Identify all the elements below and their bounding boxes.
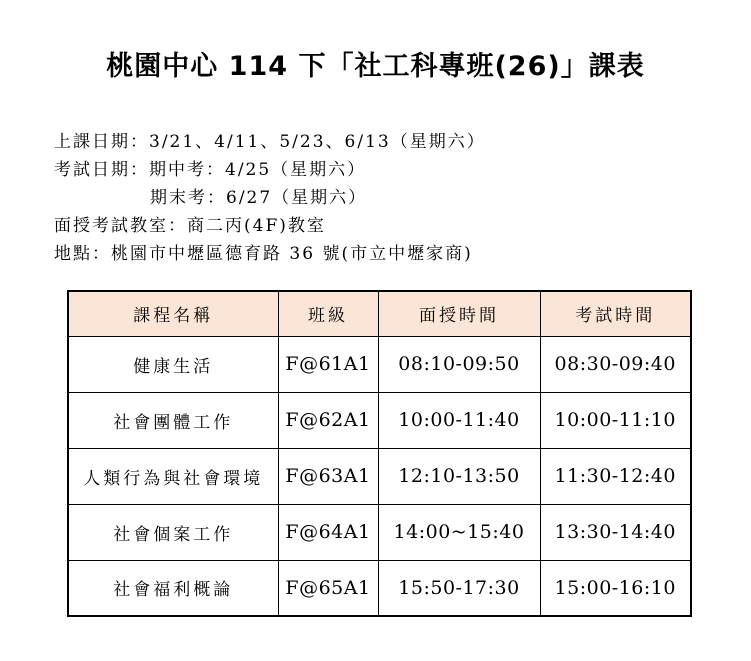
header-class: 班級	[278, 291, 378, 336]
course-cell: 健康生活	[68, 336, 278, 392]
schedule-table	[67, 290, 692, 617]
table-row	[68, 560, 691, 616]
table-row	[68, 392, 691, 448]
course-cell: 社會個案工作	[68, 504, 278, 560]
course-cell: 社會福利概論	[68, 560, 278, 616]
class-code-cell: F@63A1	[278, 448, 378, 504]
exam-dates-midterm-line: 考試日期：期中考：4/25（星期六）	[54, 160, 367, 180]
lecture-time-cell: 08:10-09:50	[378, 336, 540, 392]
class-code-cell: F@65A1	[278, 560, 378, 616]
lecture-time-cell: 14:00~15:40	[378, 504, 540, 560]
exam-time-cell: 15:00-16:10	[540, 560, 691, 616]
class-code-cell: F@64A1	[278, 504, 378, 560]
header-exam-time: 考試時間	[540, 291, 691, 336]
lecture-time-cell: 12:10-13:50	[378, 448, 540, 504]
exam-dates-final-line: 期末考：6/27（星期六）	[150, 188, 368, 208]
header-course-name: 課程名稱	[68, 291, 278, 336]
info-block	[54, 128, 486, 268]
class-code-cell: F@62A1	[278, 392, 378, 448]
exam-time-cell: 11:30-12:40	[540, 448, 691, 504]
lecture-time-cell: 10:00-11:40	[378, 392, 540, 448]
table-row	[68, 336, 691, 392]
lecture-time-cell: 15:50-17:30	[378, 560, 540, 616]
table-row	[68, 504, 691, 560]
table-row	[68, 448, 691, 504]
header-lecture-time: 面授時間	[378, 291, 540, 336]
exam-time-cell: 08:30-09:40	[540, 336, 691, 392]
exam-time-cell: 13:30-14:40	[540, 504, 691, 560]
class-dates-line: 上課日期：3/21、4/11、5/23、6/13（星期六）	[54, 132, 486, 152]
table-header-row	[68, 291, 691, 336]
location-line: 地點：桃園市中壢區德育路 36 號(市立中壢家商)	[54, 244, 473, 264]
page-title: 桃園中心 114 下「社工科專班(26)」課表	[106, 51, 645, 82]
course-cell: 人類行為與社會環境	[68, 448, 278, 504]
class-code-cell: F@61A1	[278, 336, 378, 392]
course-cell: 社會團體工作	[68, 392, 278, 448]
classroom-line: 面授考試教室：商二丙(4F)教室	[54, 216, 326, 236]
exam-time-cell: 10:00-11:10	[540, 392, 691, 448]
